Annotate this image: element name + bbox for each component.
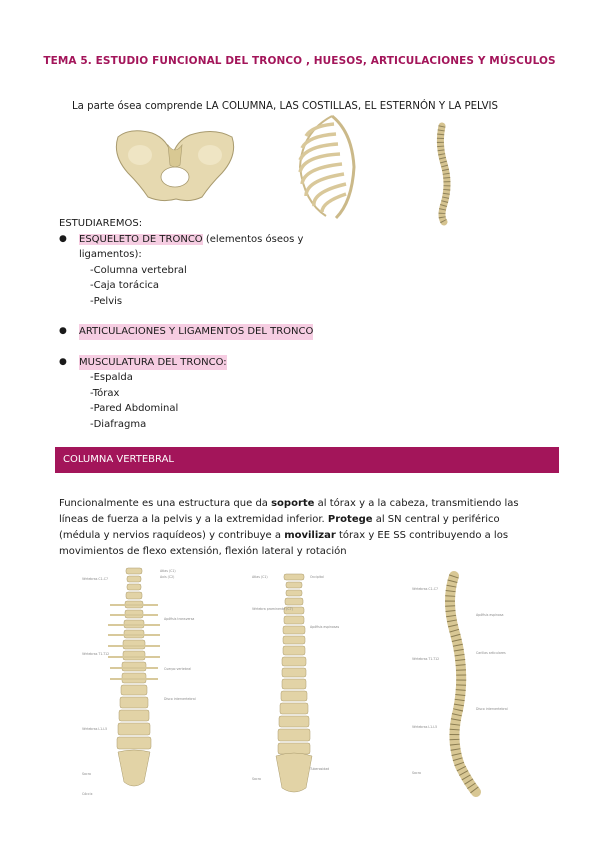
svg-text:Vértebras T1-T12: Vértebras T1-T12 bbox=[82, 652, 110, 656]
svg-text:Sacro: Sacro bbox=[252, 777, 261, 781]
list-item bbox=[59, 355, 313, 371]
section-header: COLUMNA VERTEBRAL bbox=[55, 447, 559, 473]
text-run: al SN central y periférico (médula y nervios raquídeos) y contribuye a bbox=[59, 514, 500, 541]
svg-text:Atlas (C1): Atlas (C1) bbox=[252, 575, 268, 579]
svg-text:Vértebras C1-C7: Vértebras C1-C7 bbox=[412, 587, 439, 591]
svg-text:Sacro: Sacro bbox=[82, 772, 91, 776]
svg-text:Occipital: Occipital bbox=[310, 575, 324, 579]
list-item bbox=[59, 232, 313, 263]
bullet-icon: ● bbox=[59, 233, 67, 244]
text-run: al tórax y a la cabeza, transmitiendo las líneas de fuerza a la pelvis y a la extremidad inferior. bbox=[59, 498, 519, 525]
spine-anterior-figure bbox=[80, 560, 196, 800]
bullet-icon: ● bbox=[59, 326, 67, 336]
rib-cage-illustration bbox=[292, 112, 362, 222]
svg-text:Vértebras T1-T12: Vértebras T1-T12 bbox=[412, 657, 440, 661]
sub-item: -Diafragma bbox=[90, 418, 147, 430]
text-run: Funcionalmente es una estructura que da bbox=[59, 498, 272, 509]
sub-item: -Caja torácica bbox=[90, 280, 159, 291]
svg-text:Tuberosidad: Tuberosidad bbox=[310, 767, 330, 771]
sub-item: -Columna vertebral bbox=[90, 264, 187, 276]
bold-term: movilizar bbox=[284, 530, 336, 541]
spine-illustration bbox=[428, 124, 458, 224]
svg-text:Atlas (C1): Atlas (C1) bbox=[160, 569, 176, 573]
bold-term: Protege bbox=[327, 514, 373, 525]
svg-text:Apófisis transversa: Apófisis transversa bbox=[164, 617, 195, 621]
sub-item: -Pared Abdominal bbox=[90, 403, 179, 414]
sub-item: -Pelvis bbox=[90, 295, 123, 307]
body-paragraph bbox=[59, 496, 529, 560]
svg-text:Apófisis espinosas: Apófisis espinosas bbox=[310, 625, 340, 629]
svg-text:Vértebras L1-L5: Vértebras L1-L5 bbox=[412, 725, 438, 729]
svg-text:Sacro: Sacro bbox=[412, 771, 421, 775]
bullet-icon: ● bbox=[59, 356, 67, 367]
svg-text:Disco intervertebral: Disco intervertebral bbox=[476, 707, 508, 711]
sub-item: -Tórax bbox=[90, 387, 120, 399]
intro-text: La parte ósea comprende LA COLUMNA, LAS COSTILLAS, EL ESTERNÓN Y LA PELVIS bbox=[72, 101, 499, 112]
bullet-text: (elementos óseos y bbox=[202, 233, 304, 245]
list-item bbox=[59, 324, 313, 340]
spine-posterior-figure bbox=[250, 560, 340, 800]
bullet-label: MUSCULATURA DEL TRONCO: bbox=[79, 355, 227, 371]
bold-term: soporte bbox=[271, 498, 315, 509]
spine-lateral-figure bbox=[410, 560, 510, 800]
study-heading: ESTUDIAREMOS: bbox=[59, 218, 143, 229]
bullet-label: ESQUELETO DE TRONCO bbox=[79, 233, 203, 245]
page-title: TEMA 5. ESTUDIO FUNCIONAL DEL TRONCO , HUESOS, ARTICULACIONES Y MÚSCULOS bbox=[43, 55, 556, 67]
sub-item: -Espalda bbox=[90, 372, 133, 383]
svg-text:Apófisis espinosa: Apófisis espinosa bbox=[476, 613, 504, 617]
bullet-text-continued: ligamentos): bbox=[79, 249, 142, 260]
text-run: tórax y EE SS contribuyendo a los movimientos de flexo extensión, flexión lateral y rotación bbox=[59, 530, 509, 557]
bullet-label: ARTICULACIONES Y LIGAMENTOS DEL TRONCO bbox=[79, 324, 313, 340]
study-list bbox=[59, 216, 313, 432]
pelvis-illustration bbox=[110, 125, 240, 205]
svg-text:Cóccix: Cóccix bbox=[82, 792, 93, 796]
svg-text:Axis (C2): Axis (C2) bbox=[160, 575, 175, 579]
svg-text:Vértebras C1-C7: Vértebras C1-C7 bbox=[82, 577, 109, 581]
svg-text:Vértebras L1-L5: Vértebras L1-L5 bbox=[82, 727, 108, 731]
svg-text:Vértebra prominente (C7): Vértebra prominente (C7) bbox=[252, 607, 293, 611]
svg-text:Cuerpo vertebral: Cuerpo vertebral bbox=[164, 667, 192, 671]
svg-text:Carillas articulares: Carillas articulares bbox=[476, 651, 506, 655]
svg-text:Disco intervertebral: Disco intervertebral bbox=[164, 697, 196, 701]
